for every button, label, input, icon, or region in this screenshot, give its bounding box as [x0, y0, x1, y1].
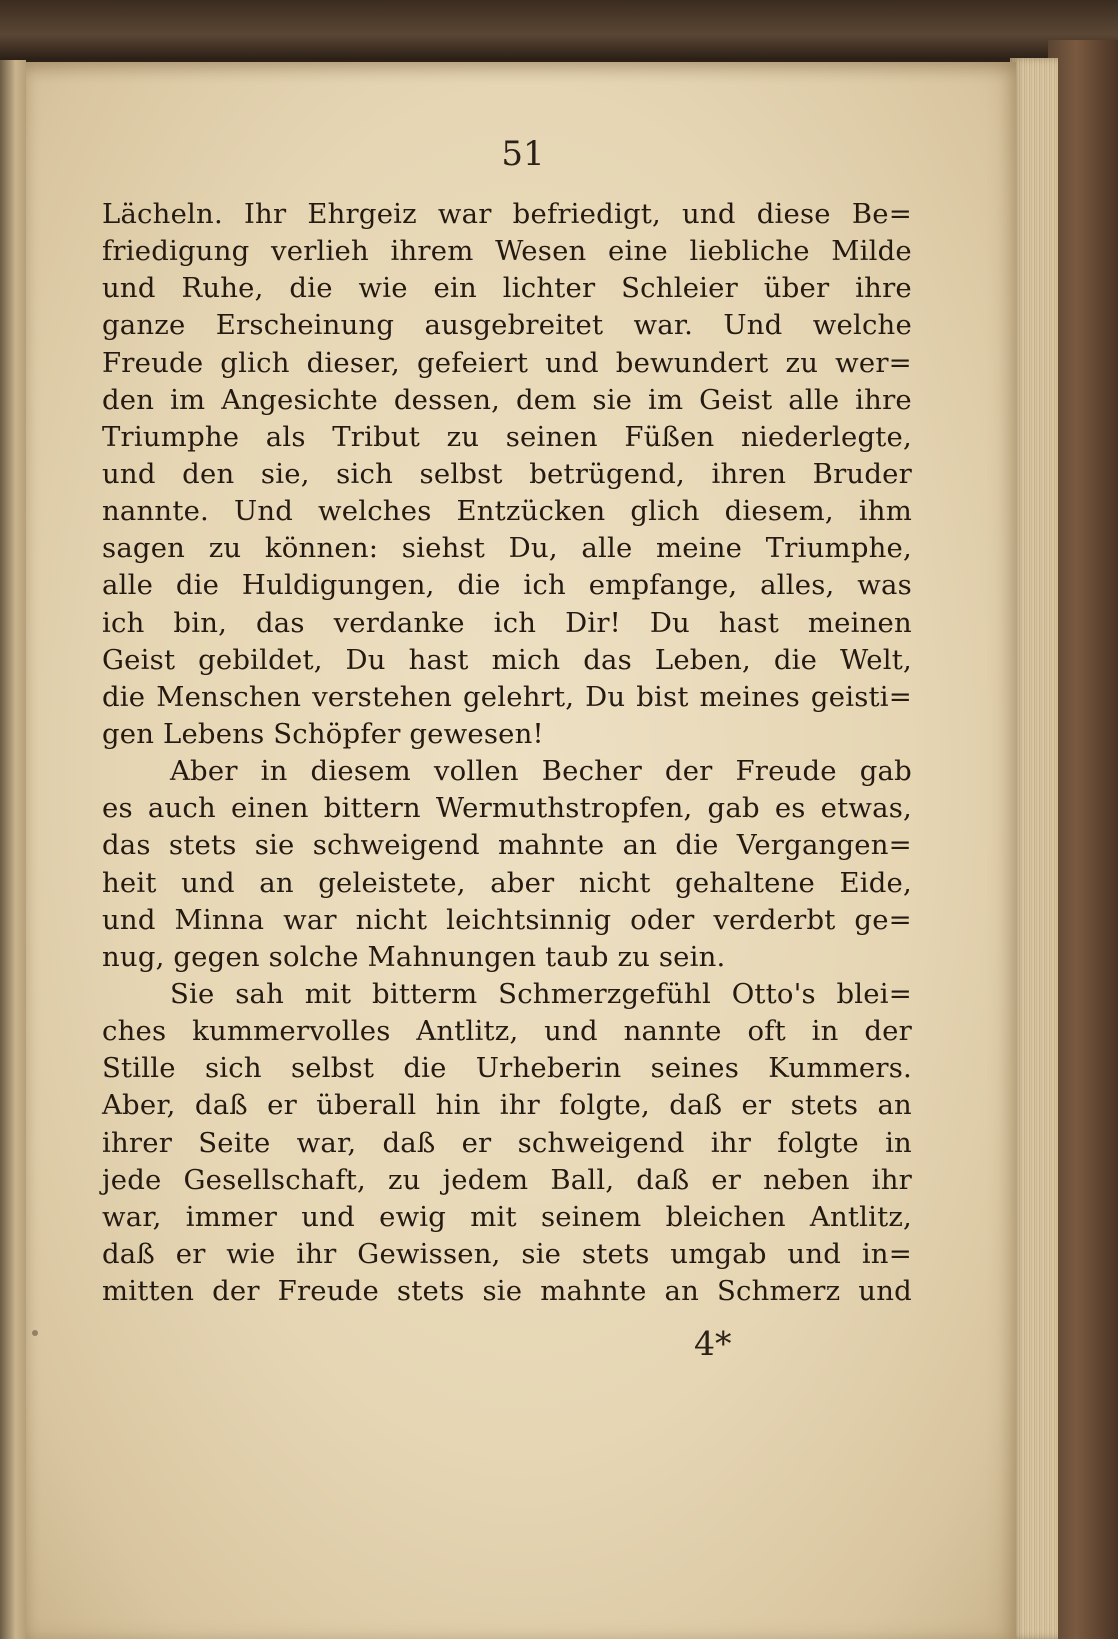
word: folgte	[777, 1126, 859, 1159]
word: jede	[102, 1163, 162, 1196]
word: ihm	[858, 495, 912, 528]
word: die	[175, 569, 220, 602]
word: war	[437, 198, 492, 230]
word: Eide,	[839, 866, 912, 899]
word: nannte.	[102, 495, 209, 528]
word: ausgebreitet	[424, 309, 604, 342]
word: Freude	[277, 1275, 379, 1308]
word: gab	[707, 792, 760, 825]
word: sich	[336, 457, 393, 490]
word: nicht	[355, 903, 428, 936]
word: in	[885, 1126, 912, 1159]
word: war,	[296, 1126, 357, 1159]
word: ihren	[711, 457, 787, 490]
text-line	[102, 790, 912, 827]
word: stets	[581, 1237, 650, 1270]
text-line	[102, 1087, 912, 1124]
word: sie,	[260, 457, 310, 490]
text-line	[102, 1273, 912, 1310]
word: ich	[102, 606, 145, 639]
word: Welt,	[840, 643, 912, 676]
word: verderbt	[713, 903, 836, 936]
word: Minna	[174, 903, 265, 936]
text-line	[102, 307, 912, 344]
word: daß	[669, 1089, 723, 1122]
word: ewig	[379, 1200, 447, 1233]
word: und	[181, 866, 235, 899]
word: Ball,	[550, 1163, 615, 1196]
word: welches	[318, 495, 432, 528]
word: das	[255, 606, 305, 639]
word: in=	[861, 1237, 912, 1270]
text-line	[102, 530, 912, 567]
word: selbst	[419, 457, 503, 490]
word: bewundert	[615, 346, 769, 379]
word: Schmerzgefühl	[498, 977, 711, 1010]
word: meine	[656, 532, 743, 565]
page-number: 51	[501, 134, 545, 174]
word: mit	[470, 1200, 517, 1233]
word: gelehrt,	[462, 680, 575, 713]
word: bleichen	[665, 1200, 786, 1233]
text-line	[102, 939, 912, 976]
word: eine	[608, 235, 668, 268]
word: die	[675, 829, 719, 862]
word: ihre	[855, 272, 912, 305]
word: Sie	[170, 977, 215, 1010]
text-line	[102, 1236, 912, 1273]
word: Triumphe,	[765, 532, 912, 565]
text-line	[102, 976, 912, 1013]
word: ihr	[499, 1089, 541, 1122]
word: und	[682, 198, 736, 230]
word: ich	[523, 569, 566, 602]
word: stets	[168, 829, 237, 862]
word: und	[787, 1237, 842, 1270]
word: niederlegte,	[740, 420, 912, 453]
word: gehaltene	[675, 866, 815, 899]
word: daß	[382, 1126, 436, 1159]
text-line	[102, 642, 912, 679]
word: im	[170, 383, 206, 416]
word: bin,	[173, 606, 228, 639]
word: stets	[396, 1275, 465, 1308]
word: neben	[763, 1163, 850, 1196]
word: Leben,	[654, 643, 751, 676]
word: gegen	[173, 940, 260, 973]
word: in	[260, 755, 288, 788]
word: die	[289, 272, 333, 305]
word: zu	[208, 532, 242, 565]
word: zu	[446, 420, 480, 453]
word: Erscheinung	[215, 309, 395, 342]
word: Du	[649, 606, 690, 639]
word: mitten	[102, 1275, 195, 1308]
signature-mark: 4*	[694, 1324, 732, 1363]
word: ein	[433, 272, 477, 305]
word: in	[811, 1015, 839, 1048]
word: gen	[102, 717, 155, 750]
word: gebildet,	[198, 643, 323, 676]
word: können:	[264, 532, 379, 565]
word: dem	[515, 383, 577, 416]
text-line	[102, 1013, 912, 1050]
word: oder	[630, 903, 695, 936]
word: sein.	[658, 940, 726, 973]
word: an	[259, 866, 294, 899]
word: sah	[235, 977, 285, 1010]
word: dieser,	[306, 346, 400, 379]
word: ihrem	[390, 235, 474, 268]
body-text	[102, 196, 912, 1310]
word: Becher	[541, 755, 642, 788]
word: ihre	[855, 383, 912, 416]
word: meinen	[807, 606, 912, 639]
word: solche	[268, 940, 359, 973]
text-line	[102, 270, 912, 307]
word: schweigend	[517, 1126, 685, 1159]
word: Freude	[735, 755, 837, 788]
word: zu	[785, 346, 819, 379]
word: wer=	[835, 346, 912, 379]
word: bittern	[323, 792, 421, 825]
text-line	[102, 1199, 912, 1236]
word: Otto's	[731, 977, 816, 1010]
word: meines	[699, 680, 800, 713]
word: sagen	[102, 532, 186, 565]
text-line	[102, 827, 912, 864]
word: Stille	[102, 1052, 176, 1085]
word: nug,	[102, 940, 165, 973]
word: Ruhe,	[181, 272, 264, 305]
word: Triumphe	[102, 420, 240, 453]
text-line	[102, 679, 912, 716]
word: sie	[592, 383, 633, 416]
word: es	[774, 792, 806, 825]
word: geisti=	[810, 680, 912, 713]
word: hin	[435, 1089, 481, 1122]
word: Ehrgeiz	[307, 198, 417, 230]
word: über	[763, 272, 830, 305]
word: Wesen	[495, 235, 587, 268]
word: siehst	[401, 532, 486, 565]
text-line	[102, 493, 912, 530]
text-line	[102, 1050, 912, 1087]
word: und	[102, 457, 156, 490]
word: mit	[304, 977, 352, 1010]
word: einen	[230, 792, 309, 825]
word: war,	[102, 1200, 162, 1233]
word: glich	[220, 346, 290, 379]
word: bist	[636, 680, 689, 713]
word: jedem	[442, 1163, 529, 1196]
word: die	[773, 643, 818, 676]
word: Und	[723, 309, 783, 342]
word: den	[102, 383, 155, 416]
word: heit	[102, 866, 157, 899]
word: Urheberin	[475, 1052, 622, 1085]
word: betrügend,	[529, 457, 685, 490]
text-line	[102, 456, 912, 493]
word: und	[544, 1015, 598, 1048]
word: er	[711, 1163, 742, 1196]
word: seinem	[540, 1200, 642, 1233]
word: an	[664, 1275, 700, 1308]
word: geleistete,	[318, 866, 466, 899]
word: wie	[226, 1237, 276, 1270]
word: vollen	[433, 755, 519, 788]
word: an	[622, 829, 658, 862]
word: Angesichte	[221, 383, 378, 416]
text-line	[102, 865, 912, 902]
word: Gewissen,	[357, 1237, 501, 1270]
word: Vergangen=	[736, 829, 912, 862]
word: mahnte	[497, 829, 605, 862]
word: war.	[633, 309, 694, 342]
word: stets	[790, 1089, 859, 1122]
text-line	[102, 345, 912, 382]
text-line	[102, 382, 912, 419]
word: verlieh	[271, 235, 369, 268]
word: befriedigt,	[512, 198, 661, 230]
word: er	[461, 1126, 492, 1159]
text-line	[102, 419, 912, 456]
word: Mahnungen	[367, 940, 537, 973]
word: bitterm	[372, 977, 478, 1010]
word: diese	[756, 198, 831, 230]
word: blei=	[836, 977, 912, 1010]
word: daß	[102, 1237, 155, 1270]
word: Aber	[170, 755, 238, 788]
word: Huldigungen,	[241, 569, 435, 602]
word: mahnte	[540, 1275, 647, 1308]
word: es	[102, 792, 133, 825]
word: überall	[316, 1089, 417, 1122]
word: Milde	[831, 235, 912, 268]
word: Kummers.	[768, 1052, 912, 1085]
word: nicht	[578, 866, 651, 899]
word: verstehen	[312, 680, 453, 713]
word: Freude	[102, 346, 204, 379]
word: Antlitz,	[809, 1200, 912, 1233]
word: Füßen	[624, 420, 715, 453]
word: aber	[490, 866, 555, 899]
word: Lebens	[163, 717, 265, 750]
word: alle	[102, 569, 154, 602]
word: friedigung	[102, 235, 250, 268]
word: sich	[204, 1052, 262, 1085]
book-binding-top	[0, 0, 1118, 58]
word: oft	[747, 1015, 786, 1048]
word: die	[457, 569, 501, 602]
word: und	[102, 272, 156, 305]
word: das	[102, 829, 151, 862]
word: glich	[630, 495, 700, 528]
word: alle	[788, 383, 840, 416]
page-edges	[1010, 58, 1058, 1639]
word: ihrer	[102, 1126, 173, 1159]
word: daß	[194, 1089, 248, 1122]
text-line	[102, 1162, 912, 1199]
word: kummervolles	[192, 1015, 391, 1048]
word: ihr	[871, 1163, 912, 1196]
word: Geist	[699, 383, 773, 416]
word: gab	[859, 755, 912, 788]
word: selbst	[290, 1052, 375, 1085]
text-line	[102, 753, 912, 790]
word: gewesen!	[409, 717, 544, 750]
word: Schöpfer	[273, 717, 401, 750]
word: war	[283, 903, 337, 936]
word: Wermuthstropfen,	[435, 792, 693, 825]
word: Antlitz,	[416, 1015, 519, 1048]
word: an	[877, 1089, 912, 1122]
word: Ihr	[243, 198, 287, 230]
word: ihr	[296, 1237, 337, 1270]
word: Lächeln.	[102, 198, 223, 230]
word: die	[102, 680, 146, 713]
word: Du	[345, 643, 386, 676]
word: er	[175, 1237, 206, 1270]
word: alle	[581, 532, 633, 565]
word: immer	[185, 1200, 278, 1233]
word: taub	[545, 940, 609, 973]
word: schweigend	[312, 829, 480, 862]
word: zu	[617, 940, 651, 973]
word: das	[583, 643, 632, 676]
word: mich	[491, 643, 561, 676]
book-page	[26, 62, 1016, 1639]
text-line	[102, 196, 912, 233]
text-line	[102, 605, 912, 642]
word: ches	[102, 1015, 167, 1048]
word: folgte,	[559, 1089, 650, 1122]
word: diesem	[310, 755, 411, 788]
word: sie	[521, 1237, 562, 1270]
word: leichtsinnig	[446, 903, 612, 936]
word: die	[403, 1052, 447, 1085]
word: Seite	[198, 1126, 271, 1159]
word: wie	[358, 272, 408, 305]
word: im	[648, 383, 684, 416]
word: Bruder	[812, 457, 912, 490]
word: etwas,	[820, 792, 912, 825]
word: liebliche	[689, 235, 810, 268]
word: Schleier	[621, 272, 738, 305]
paper-speck	[32, 1330, 38, 1336]
word: umgab	[670, 1237, 767, 1270]
text-line	[102, 1125, 912, 1162]
book-cover-right	[1048, 40, 1118, 1639]
word: Und	[233, 495, 294, 528]
word: empfange,	[588, 569, 738, 602]
word: ihr	[710, 1126, 752, 1159]
word: sie	[482, 1275, 523, 1308]
text-line	[102, 902, 912, 939]
text-line	[102, 233, 912, 270]
word: lichter	[502, 272, 596, 305]
word: nannte	[623, 1015, 722, 1048]
word: Be=	[851, 198, 912, 230]
word: Geist	[102, 643, 176, 676]
word: und	[545, 346, 599, 379]
word: er	[267, 1089, 297, 1122]
word: und	[301, 1200, 355, 1233]
text-line	[102, 716, 912, 753]
word: Entzücken	[456, 495, 606, 528]
word: Dir!	[565, 606, 621, 639]
word: Gesellschaft,	[183, 1163, 366, 1196]
word: hast	[408, 643, 469, 676]
word: der	[864, 1015, 912, 1048]
word: Menschen	[156, 680, 302, 713]
word: sie	[254, 829, 295, 862]
word: zu	[387, 1163, 421, 1196]
word: seines	[650, 1052, 740, 1085]
word: Du	[585, 680, 626, 713]
text-line	[102, 567, 912, 604]
word: alles,	[760, 569, 835, 602]
word: Tribut	[332, 420, 421, 453]
word: auch	[147, 792, 216, 825]
word: ich	[493, 606, 537, 639]
word: Aber,	[102, 1089, 176, 1122]
word: was	[857, 569, 912, 602]
word: diesem,	[724, 495, 834, 528]
word: und	[102, 903, 156, 936]
word: ge=	[854, 903, 912, 936]
word: und	[858, 1275, 912, 1308]
word: Du,	[508, 532, 558, 565]
word: verdanke	[333, 606, 465, 639]
word: er	[741, 1089, 772, 1122]
word: daß	[636, 1163, 690, 1196]
word: seinen	[505, 420, 598, 453]
word: ganze	[102, 309, 186, 342]
word: welche	[812, 309, 912, 342]
word: Schmerz	[717, 1275, 841, 1308]
word: gefeiert	[416, 346, 529, 379]
word: dessen,	[393, 383, 501, 416]
word: hast	[718, 606, 779, 639]
word: der	[664, 755, 713, 788]
word: der	[212, 1275, 260, 1308]
word: als	[265, 420, 306, 453]
word: den	[182, 457, 235, 490]
left-page-edge	[0, 60, 26, 1639]
